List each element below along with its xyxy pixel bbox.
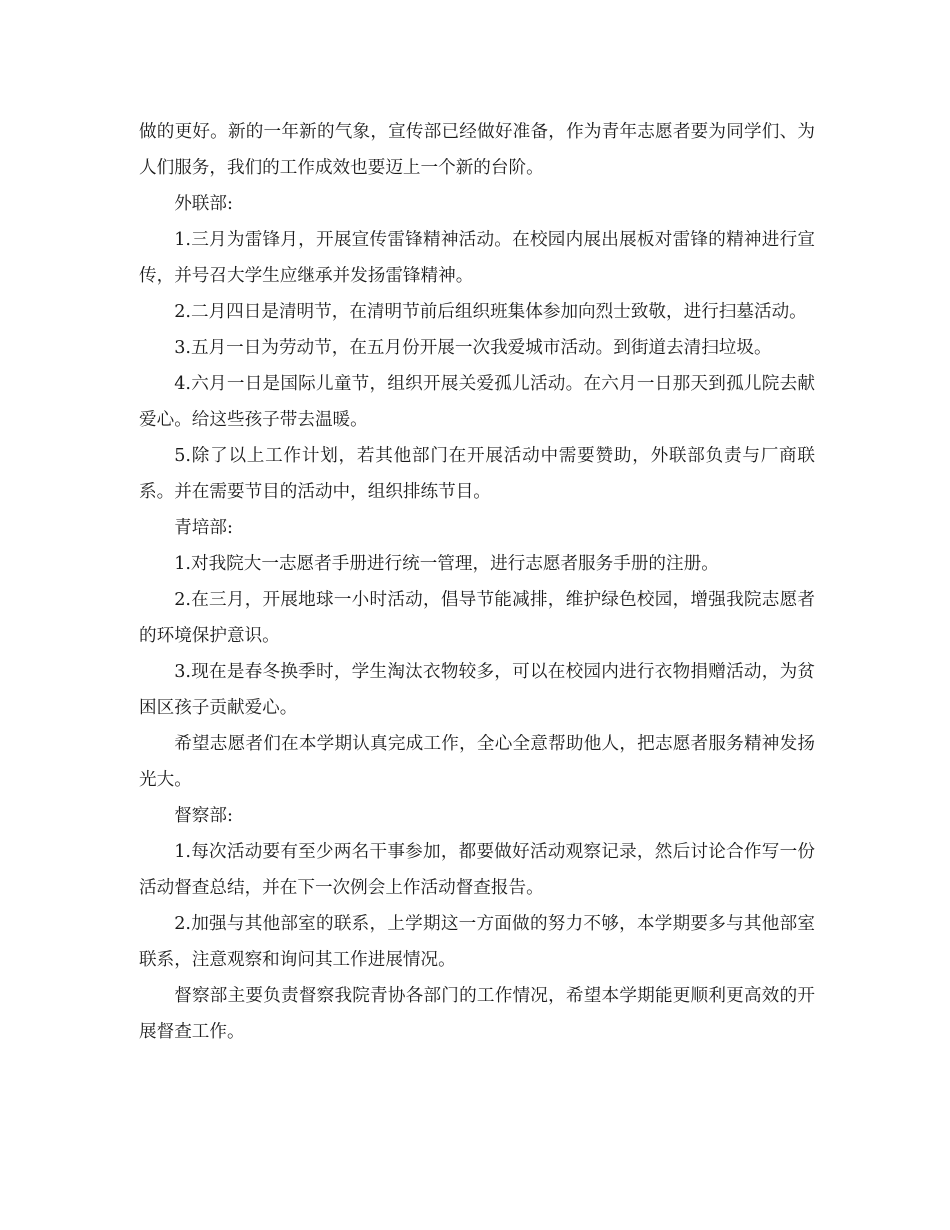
- paragraph-training-item-2: 2.在三月，开展地球一小时活动，倡导节能减排，维护绿色校园，增强我院志愿者的环境保护意识。: [139, 590, 815, 646]
- document-body: [139, 114, 815, 1050]
- heading-external-relations: 外联部:: [174, 194, 233, 214]
- paragraph-external-item-1: 1.三月为雷锋月，开展宣传雷锋精神活动。在校园内展出展板对雷锋的精神进行宣传，并号召大学生应继承并发扬雷锋精神。: [139, 230, 815, 286]
- paragraph-external-item-5: 5.除了以上工作计划，若其他部门在开展活动中需要赞助，外联部负责与厂商联系。并在需要节目的活动中，组织排练节目。: [139, 446, 815, 502]
- paragraph-training-summary: 希望志愿者们在本学期认真完成工作，全心全意帮助他人，把志愿者服务精神发扬光大。: [139, 734, 815, 790]
- paragraph-external-item-3: 3.五月一日为劳动节，在五月份开展一次我爱城市活动。到街道去清扫垃圾。: [174, 338, 772, 358]
- paragraph-publicity-continuation: 做的更好。新的一年新的气象，宣传部已经做好准备，作为青年志愿者要为同学们、为人们服务，我们的工作成效也要迈上一个新的台阶。: [139, 122, 815, 178]
- paragraph-supervision-item-2: 2.加强与其他部室的联系，上学期这一方面做的努力不够，本学期要多与其他部室联系，注意观察和询问其工作进展情况。: [139, 914, 815, 970]
- paragraph-training-item-3: 3.现在是春冬换季时，学生淘汰衣物较多，可以在校园内进行衣物捐赠活动，为贫困区孩子贡献爱心。: [139, 662, 815, 718]
- paragraph-supervision-item-1: 1.每次活动要有至少两名干事参加，都要做好活动观察记录，然后讨论合作写一份活动督查总结，并在下一次例会上作活动督查报告。: [139, 842, 815, 898]
- paragraph-external-item-2: 2.二月四日是清明节，在清明节前后组织班集体参加向烈士致敬，进行扫墓活动。: [174, 302, 807, 322]
- paragraph-supervision-summary: 督察部主要负责督察我院青协各部门的工作情况，希望本学期能更顺利更高效的开展督查工作。: [139, 986, 815, 1042]
- paragraph-external-item-4: 4.六月一日是国际儿童节，组织开展关爱孤儿活动。在六月一日那天到孤儿院去献爱心。给这些孩子带去温暖。: [139, 374, 815, 430]
- paragraph-training-item-1: 1.对我院大一志愿者手册进行统一管理，进行志愿者服务手册的注册。: [174, 554, 719, 574]
- heading-youth-training: 青培部:: [174, 518, 233, 538]
- heading-supervision: 督察部:: [174, 806, 233, 826]
